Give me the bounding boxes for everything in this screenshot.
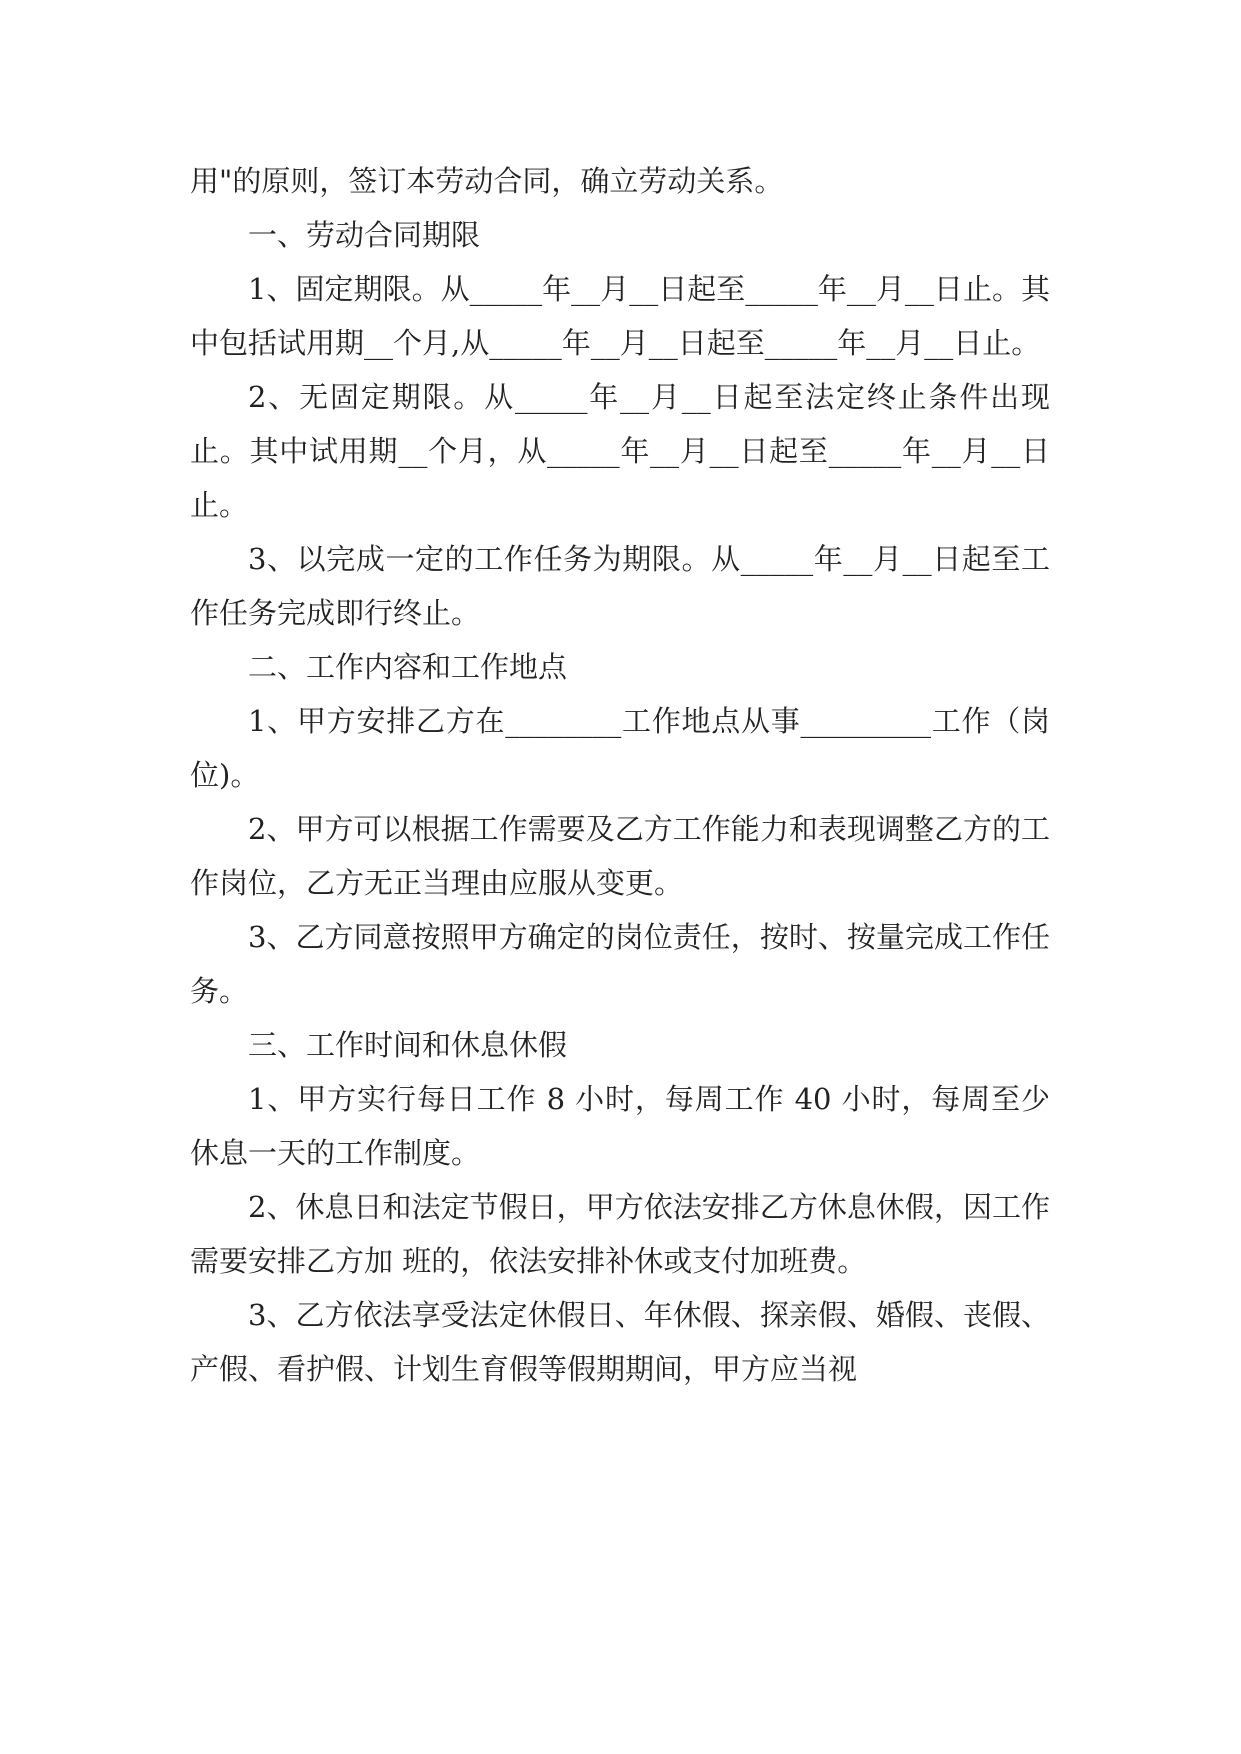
paragraph-open-term: 2、无固定期限。从_____年__月__日起至法定终止条件出现止。其中试用期__个月，从_____年__月__日起至_____年__月__日止。 [190, 380, 1050, 522]
paragraph-leave-entitlements: 3、乙方依法享受法定休假日、年休假、探亲假、婚假、丧假、产假、看护假、计划生育假等假期期间，甲方应当视 [190, 1298, 1050, 1386]
paragraph-position-adjust: 2、甲方可以根据工作需要及乙方工作能力和表现调整乙方的工作岗位，乙方无正当理由应服从变更。 [190, 812, 1050, 900]
paragraph-principle: 用"的原则，签订本劳动合同，确立劳动关系。 [190, 164, 784, 198]
heading-contract-term: 一、劳动合同期限 [248, 218, 481, 252]
document-body [190, 154, 1050, 1396]
heading-working-hours: 三、工作时间和休息休假 [248, 1028, 568, 1062]
heading-work-content: 二、工作内容和工作地点 [248, 650, 568, 684]
paragraph-work-location: 1、甲方安排乙方在________工作地点从事_________工作（岗位)。 [190, 704, 1050, 792]
paragraph-holidays-overtime: 2、休息日和法定节假日，甲方依法安排乙方休息休假，因工作需要安排乙方加 班的，依法安排补休或支付加班费。 [190, 1190, 1050, 1278]
paragraph-task-completion: 3、乙方同意按照甲方确定的岗位责任，按时、按量完成工作任务。 [190, 920, 1050, 1008]
paragraph-fixed-term: 1、固定期限。从_____年__月__日起至_____年__月__日止。其中包括试用期__个月,从_____年__月__日起至_____年__月__日止。 [190, 272, 1050, 360]
paragraph-task-term: 3、以完成一定的工作任务为期限。从_____年__月__日起至工作任务完成即行终止。 [190, 542, 1050, 630]
paragraph-daily-hours: 1、甲方实行每日工作 8 小时，每周工作 40 小时，每周至少休息一天的工作制度。 [190, 1082, 1050, 1170]
